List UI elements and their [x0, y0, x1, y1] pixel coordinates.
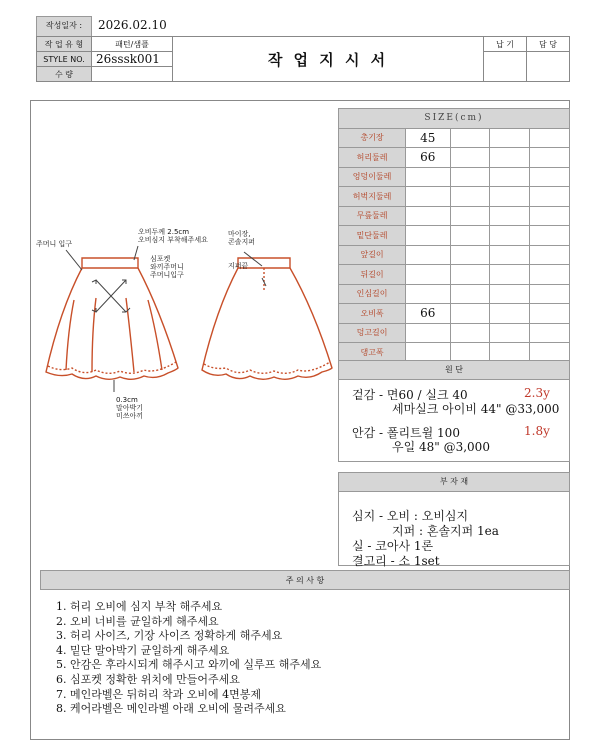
size-cell: [530, 304, 570, 324]
back-skirt-body: [202, 268, 332, 379]
style-label: STYLE NO.: [37, 52, 92, 67]
caution-title: 주 의 사 항: [40, 570, 570, 590]
sketch-label-back: 콘솔지퍼: [228, 238, 256, 246]
sketch-label-zipper: 지퍼끝: [228, 262, 249, 270]
size-row-value: [406, 206, 450, 226]
accessory-line: 지퍼 : 혼솔지퍼 1ea: [392, 524, 499, 538]
size-row: [339, 304, 570, 324]
size-cell: [530, 284, 570, 304]
size-cell: [490, 265, 530, 285]
caution-item: 7. 메인라벨은 뒤허리 착과 오비에 4면봉제: [56, 687, 261, 701]
date-value: 2026.02.10: [98, 18, 167, 32]
size-row-label: 허리둘레: [339, 148, 406, 168]
work-type-value: 패턴/샘플: [92, 37, 173, 52]
size-row-label: 댕고폭: [339, 343, 406, 363]
size-cell: [530, 323, 570, 343]
sketch-label-back: 마이장,: [228, 230, 251, 238]
size-row: [339, 284, 570, 304]
sketch-label-waistband: 오비심지 부착해주세요: [138, 236, 208, 244]
size-row-label: 앞길이: [339, 245, 406, 265]
fabric-lining-amount: 1.8y: [524, 424, 550, 438]
caution-item: 8. 케어라벨은 메인라벨 아래 오비에 물려주세요: [56, 702, 286, 716]
size-table: [338, 108, 570, 363]
qty-value: [92, 67, 173, 82]
size-cell: [490, 304, 530, 324]
size-row-value: [406, 226, 450, 246]
size-row-label: 무릎둘레: [339, 206, 406, 226]
caution-list: [56, 600, 321, 717]
size-row-label: 인심길이: [339, 284, 406, 304]
size-cell: [490, 323, 530, 343]
fabric-title: 원 단: [339, 361, 569, 380]
caution-item: 2. 오비 너비를 균일하게 해주세요: [56, 614, 219, 628]
size-cell: [490, 245, 530, 265]
size-cell: [490, 148, 530, 168]
fabric-outer-amount: 2.3y: [524, 386, 550, 400]
size-cell: [490, 206, 530, 226]
delivery-box: [484, 52, 527, 82]
size-cell: [530, 167, 570, 187]
skirt-flat-sketch: [30, 220, 340, 420]
size-cell: [450, 148, 490, 168]
sketch-label-waistband: 오비두께 2.5cm: [138, 228, 190, 236]
caution-item: 1. 허리 오비에 심지 부착 해주세요: [56, 600, 223, 613]
document-title: 작 업 지 시 서: [173, 37, 484, 82]
size-row-label: 엉덩이둘레: [339, 167, 406, 187]
front-waistband: [82, 258, 138, 268]
size-row-label: 허벅지둘레: [339, 187, 406, 207]
fabric-outer-label: 겉감 - 면60 / 실크 40: [352, 388, 468, 402]
size-cell: [530, 245, 570, 265]
accessories-title: 부 자 재: [339, 473, 569, 492]
size-row-value: 66: [406, 148, 450, 168]
size-cell: [450, 128, 490, 148]
size-row: [339, 226, 570, 246]
size-row-value: 45: [406, 128, 450, 148]
size-cell: [450, 245, 490, 265]
size-cell: [450, 226, 490, 246]
header-table: [36, 36, 570, 82]
size-cell: [530, 265, 570, 285]
size-cell: [450, 167, 490, 187]
date-label: 작성일자 :: [36, 16, 92, 38]
size-row-label: 뒤길이: [339, 265, 406, 285]
size-cell: [450, 304, 490, 324]
size-cell: [450, 206, 490, 226]
size-cell: [490, 167, 530, 187]
size-title: SIZE(cm): [339, 109, 570, 129]
caution-item: 6. 심포켓 정확한 위치에 만들어주세요: [56, 672, 240, 686]
caution-item: 3. 허리 사이즈, 기장 사이즈 정확하게 해주세요: [56, 629, 283, 643]
fabric-outer-detail: 세마실크 아이비 44" @33,000: [392, 402, 560, 416]
size-cell: [450, 284, 490, 304]
size-row-value: [406, 245, 450, 265]
size-row: [339, 167, 570, 187]
size-cell: [530, 206, 570, 226]
size-row-value: [406, 167, 450, 187]
sketch-label-pocket: 주머니 입구: [36, 240, 73, 248]
qty-label: 수 량: [37, 67, 92, 82]
date-row: [36, 16, 176, 36]
size-cell: [530, 128, 570, 148]
size-row-value: [406, 265, 450, 285]
size-row: [339, 128, 570, 148]
fabric-lining-detail: 우일 48" @3,000: [392, 440, 490, 454]
delivery-label: 납 기: [484, 37, 527, 52]
sketch-label-hem: 말아박기: [116, 404, 144, 412]
sketch-label-hem: 0.3cm: [116, 396, 138, 404]
style-no: 26sssk001: [92, 52, 173, 67]
size-row-label: 총기장: [339, 128, 406, 148]
caution-item: 5. 안감은 후라시되게 해주시고 와끼에 실루프 해주세요: [56, 658, 322, 672]
accessory-line: 결고리 - 소 1set: [352, 554, 440, 568]
size-cell: [530, 148, 570, 168]
size-row: [339, 323, 570, 343]
sketch-label-hem: 미쓰아끼: [116, 412, 144, 420]
fabric-lining-label: 안감 - 폴리트윌 100: [352, 426, 460, 440]
accessory-line: 심지 - 오비 : 오비심지: [352, 509, 469, 523]
sketch-label-pocket-bag: 와끼주머니: [150, 263, 184, 271]
size-row-value: [406, 284, 450, 304]
size-cell: [490, 226, 530, 246]
size-row-label: 오비폭: [339, 304, 406, 324]
accessory-line: 실 - 코아사 1론: [352, 539, 434, 553]
size-cell: [450, 187, 490, 207]
size-row: [339, 148, 570, 168]
manager-box: [527, 52, 570, 82]
manager-label: 담 당: [527, 37, 570, 52]
size-row-value: 66: [406, 304, 450, 324]
size-row-value: [406, 187, 450, 207]
size-cell: [490, 187, 530, 207]
work-type-label: 작 업 유 형: [37, 37, 92, 52]
size-row: [339, 187, 570, 207]
size-row-label: 밑단둘레: [339, 226, 406, 246]
size-row-label: 덩고길이: [339, 323, 406, 343]
size-cell: [530, 187, 570, 207]
size-cell: [490, 128, 530, 148]
size-row: [339, 245, 570, 265]
size-cell: [490, 284, 530, 304]
size-cell: [450, 265, 490, 285]
caution-item: 4. 밑단 말아박기 균일하게 해주세요: [56, 643, 230, 657]
sketch-label-pocket-bag: 주머니입구: [150, 271, 184, 279]
size-cell: [530, 226, 570, 246]
sketch-label-pocket-bag: 심포켓: [150, 255, 171, 263]
size-row: [339, 265, 570, 285]
size-row: [339, 206, 570, 226]
size-row-value: [406, 323, 450, 343]
size-cell: [450, 323, 490, 343]
